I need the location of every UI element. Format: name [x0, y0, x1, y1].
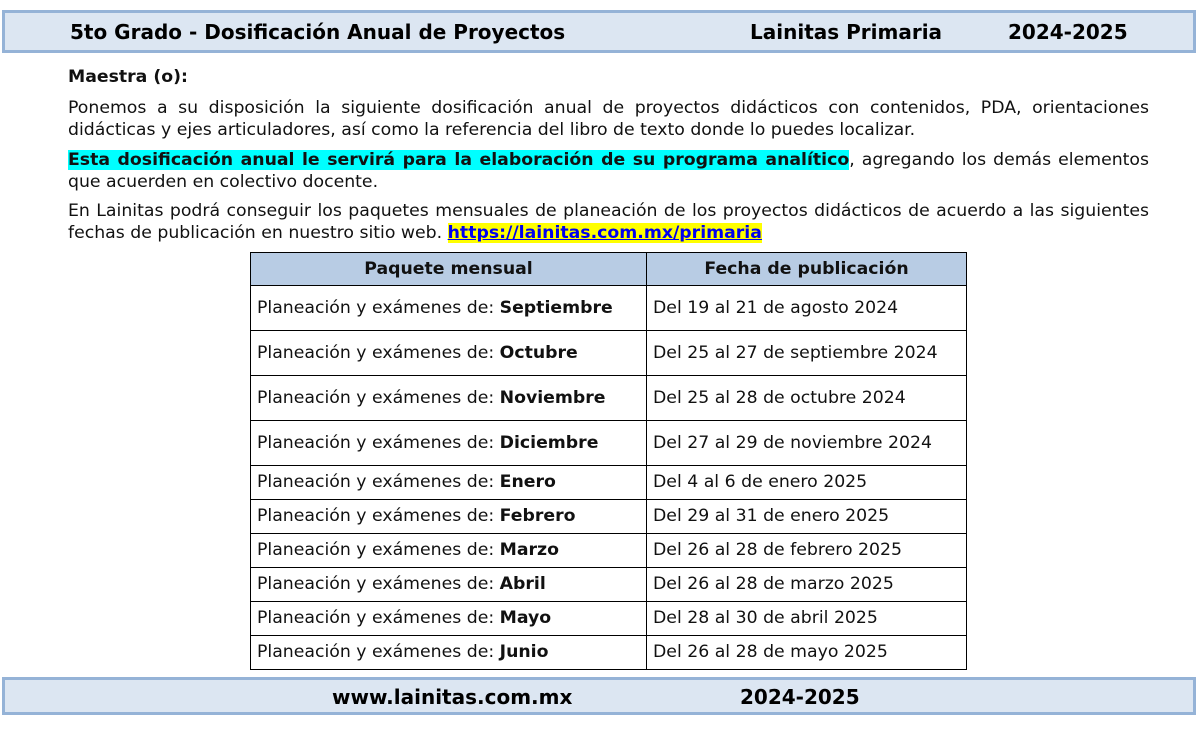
package-cell	[251, 466, 647, 500]
document-title: 5to Grado - Dosificación Anual de Proyectos	[70, 20, 566, 44]
package-month: Febrero	[499, 506, 576, 526]
package-month: Diciembre	[499, 432, 599, 453]
greeting: Maestra (o):	[68, 67, 188, 87]
table-row	[251, 568, 967, 602]
school-name: Lainitas Primaria	[750, 20, 943, 44]
school-year: 2024-2025	[1008, 20, 1128, 44]
package-prefix: Planeación y exámenes de:	[257, 472, 500, 492]
publication-text	[68, 200, 1149, 244]
package-cell	[251, 534, 647, 568]
table-row	[251, 534, 967, 568]
footer-year: 2024-2025	[740, 685, 860, 709]
highlighted-purpose: Esta dosificación anual le servirá para la elaboración de su programa analítico	[68, 150, 850, 170]
package-prefix: Planeación y exámenes de:	[257, 506, 500, 526]
table-row	[251, 421, 967, 466]
package-prefix: Planeación y exámenes de:	[257, 432, 500, 453]
page-header	[2, 10, 1196, 53]
package-cell	[251, 421, 647, 466]
intro-text: Ponemos a su disposición la siguiente dosificación anual de proyectos didácticos con contenidos, PDA, orientaciones didácticas y ejes articuladores, así como la referencia del libro de texto donde lo puedes localizar.	[68, 98, 1149, 140]
table-row	[251, 331, 967, 376]
date-cell: Del 25 al 28 de octubre 2024	[647, 376, 967, 421]
purpose-rest: , agregando los demás elementos que acuerden en colectivo docente.	[68, 150, 1150, 192]
date-cell: Del 26 al 28 de febrero 2025	[647, 534, 967, 568]
page-footer	[2, 677, 1196, 715]
package-month: Junio	[499, 642, 549, 662]
table-row	[251, 286, 967, 331]
column-header-package: Paquete mensual	[251, 253, 647, 286]
date-cell: Del 4 al 6 de enero 2025	[647, 466, 967, 500]
date-cell: Del 28 al 30 de abril 2025	[647, 602, 967, 636]
package-cell	[251, 376, 647, 421]
date-cell: Del 27 al 29 de noviembre 2024	[647, 421, 967, 466]
package-cell	[251, 636, 647, 670]
package-cell	[251, 568, 647, 602]
purpose-paragraph	[68, 149, 1149, 193]
package-month: Noviembre	[499, 387, 606, 408]
package-month: Octubre	[499, 342, 578, 363]
package-prefix: Planeación y exámenes de:	[257, 342, 500, 363]
date-cell: Del 26 al 28 de marzo 2025	[647, 568, 967, 602]
package-prefix: Planeación y exámenes de:	[257, 297, 500, 318]
purpose-text	[68, 149, 1149, 193]
package-month: Mayo	[499, 608, 552, 628]
publication-paragraph	[68, 200, 1149, 244]
table-row	[251, 636, 967, 670]
package-cell	[251, 500, 647, 534]
table-row	[251, 500, 967, 534]
package-prefix: Planeación y exámenes de:	[257, 642, 500, 662]
package-prefix: Planeación y exámenes de:	[257, 574, 500, 594]
date-cell: Del 25 al 27 de septiembre 2024	[647, 331, 967, 376]
package-cell	[251, 331, 647, 376]
column-header-date: Fecha de publicación	[647, 253, 967, 286]
package-month: Septiembre	[499, 297, 613, 318]
table-row	[251, 376, 967, 421]
primaria-link[interactable]: https://lainitas.com.mx/primaria	[447, 223, 762, 243]
publication-schedule-table	[250, 252, 967, 670]
package-cell	[251, 602, 647, 636]
package-month: Abril	[499, 574, 546, 594]
intro-paragraph	[68, 97, 1149, 141]
table-row	[251, 466, 967, 500]
package-month: Enero	[499, 472, 556, 492]
date-cell: Del 19 al 21 de agosto 2024	[647, 286, 967, 331]
footer-website[interactable]: www.lainitas.com.mx	[332, 685, 573, 709]
package-cell	[251, 286, 647, 331]
package-prefix: Planeación y exámenes de:	[257, 540, 500, 560]
package-month: Marzo	[499, 540, 559, 560]
date-cell: Del 26 al 28 de mayo 2025	[647, 636, 967, 670]
publication-text-body: En Lainitas podrá conseguir los paquetes mensuales de planeación de los proyectos didácticos de acuerdo a las siguientes fechas de publicación en nuestro sitio web.	[68, 201, 1149, 243]
package-prefix: Planeación y exámenes de:	[257, 608, 500, 628]
package-prefix: Planeación y exámenes de:	[257, 387, 500, 408]
table-row	[251, 602, 967, 636]
date-cell: Del 29 al 31 de enero 2025	[647, 500, 967, 534]
table-header-row	[251, 253, 967, 286]
